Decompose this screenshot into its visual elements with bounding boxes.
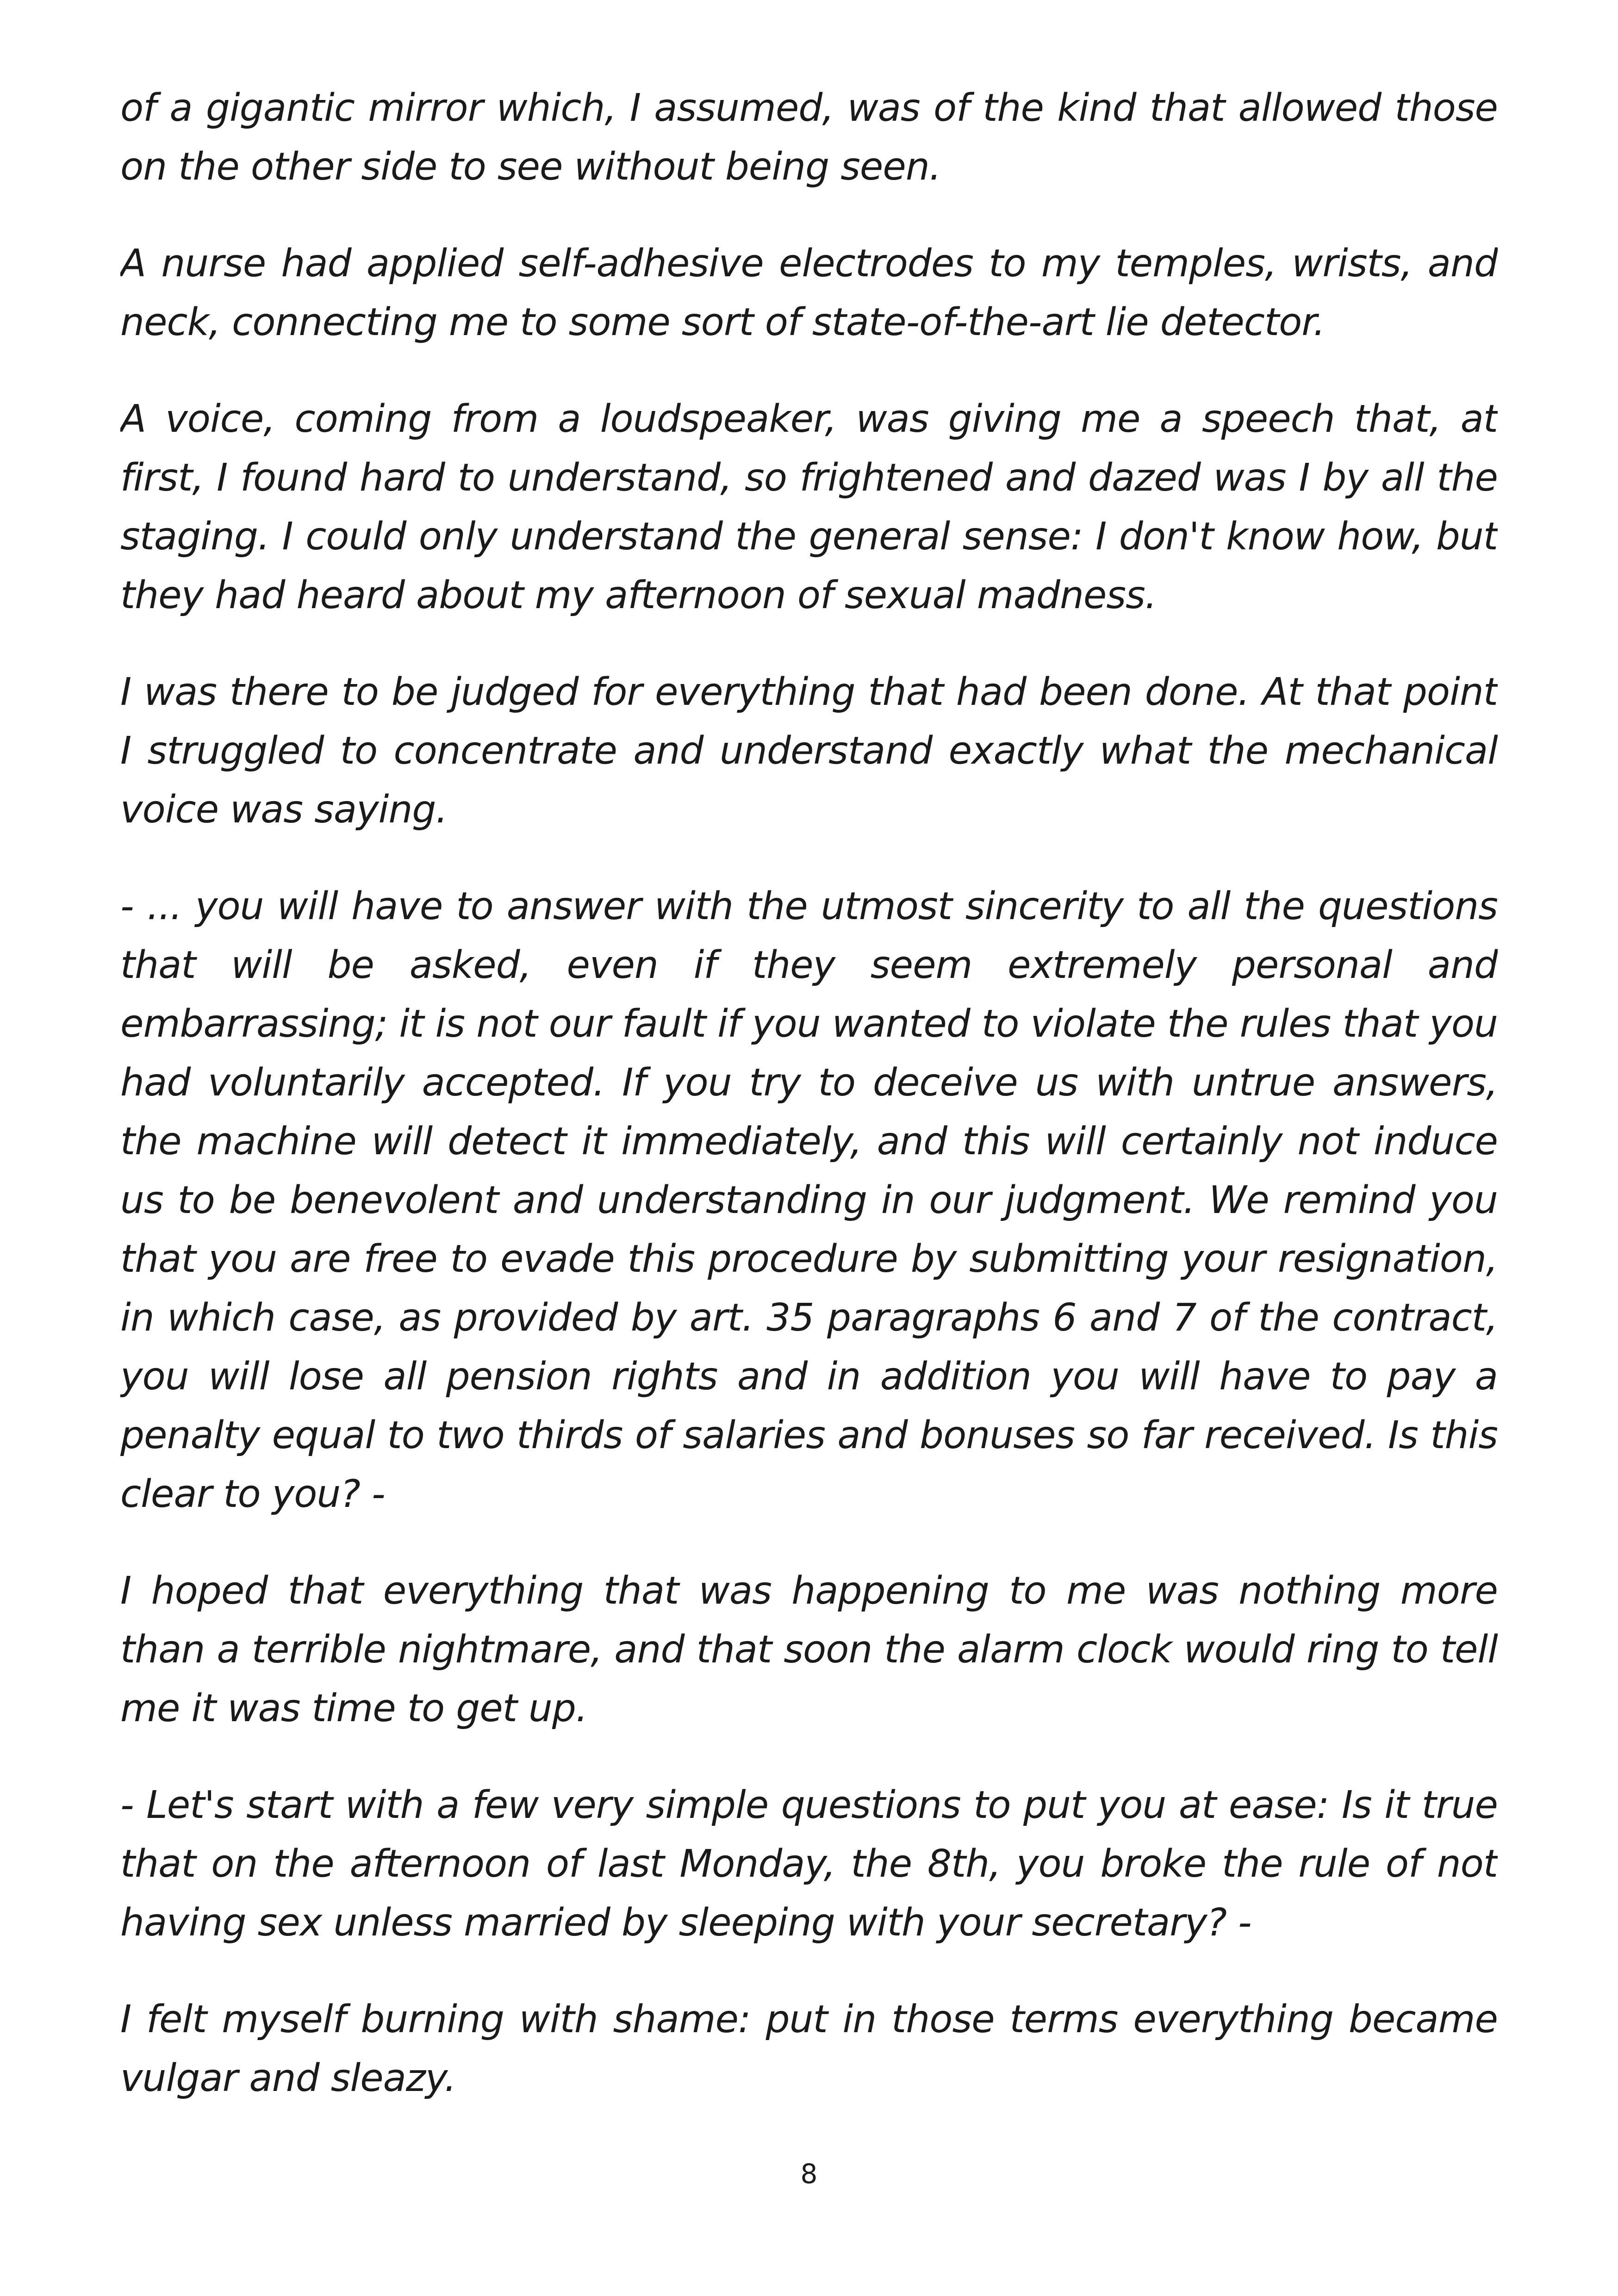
paragraph-5: - ... you will have to answer with the utmost sincerity to all the questions that will be asked, even if they seem extremely personal and embarrassing; it is not our fault if you wanted to violate the rules that you had voluntarily accepted. If you try to deceive us with untrue answers, the machine will detect it immediately, and this will certainly not induce us to be benevolent and understanding in our judgment. We remind you that you are free to evade this procedure by submitting your resignation, in which case, as provided by art. 35 paragraphs 6 and 7 of the contract, you will lose all pension rights and in addition you will have to pay a penalty equal to two thirds of salaries and bonuses so far received. Is this clear to you? - [120, 884, 1498, 1516]
paragraph-2: A nurse had applied self-adhesive electrodes to my temples, wrists, and neck, connecting me to some sort of state-of-the-art lie detector. [120, 242, 1498, 344]
paragraph-8: I felt myself burning with shame: put in those terms everything became vulgar and sleazy. [120, 1997, 1498, 2100]
paragraph-3: A voice, coming from a loudspeaker, was giving me a speech that, at first, I found hard to understand, so frightened and dazed was I by all the staging. I could only understand the general sense: I don't know how, but they had heard about my afternoon of sexual madness. [120, 397, 1498, 617]
page-number: 8 [800, 2158, 818, 2190]
page-body [120, 79, 1498, 2161]
paragraph-6: I hoped that everything that was happening to me was nothing more than a terrible nightmare, and that soon the alarm clock would ring to tell me it was time to get up. [120, 1569, 1498, 1730]
paragraph-4: I was there to be judged for everything that had been done. At that point I struggled to concentrate and understand exactly what the mechanical voice was saying. [120, 670, 1498, 832]
paragraph-7: - Let's start with a few very simple questions to put you at ease: Is it true that on the afternoon of last Monday, the 8th, you broke the rule of not having sex unless married by sleeping with your secretary? - [120, 1783, 1498, 1945]
paragraph-1: of a gigantic mirror which, I assumed, was of the kind that allowed those on the other side to see without being seen. [120, 86, 1498, 189]
